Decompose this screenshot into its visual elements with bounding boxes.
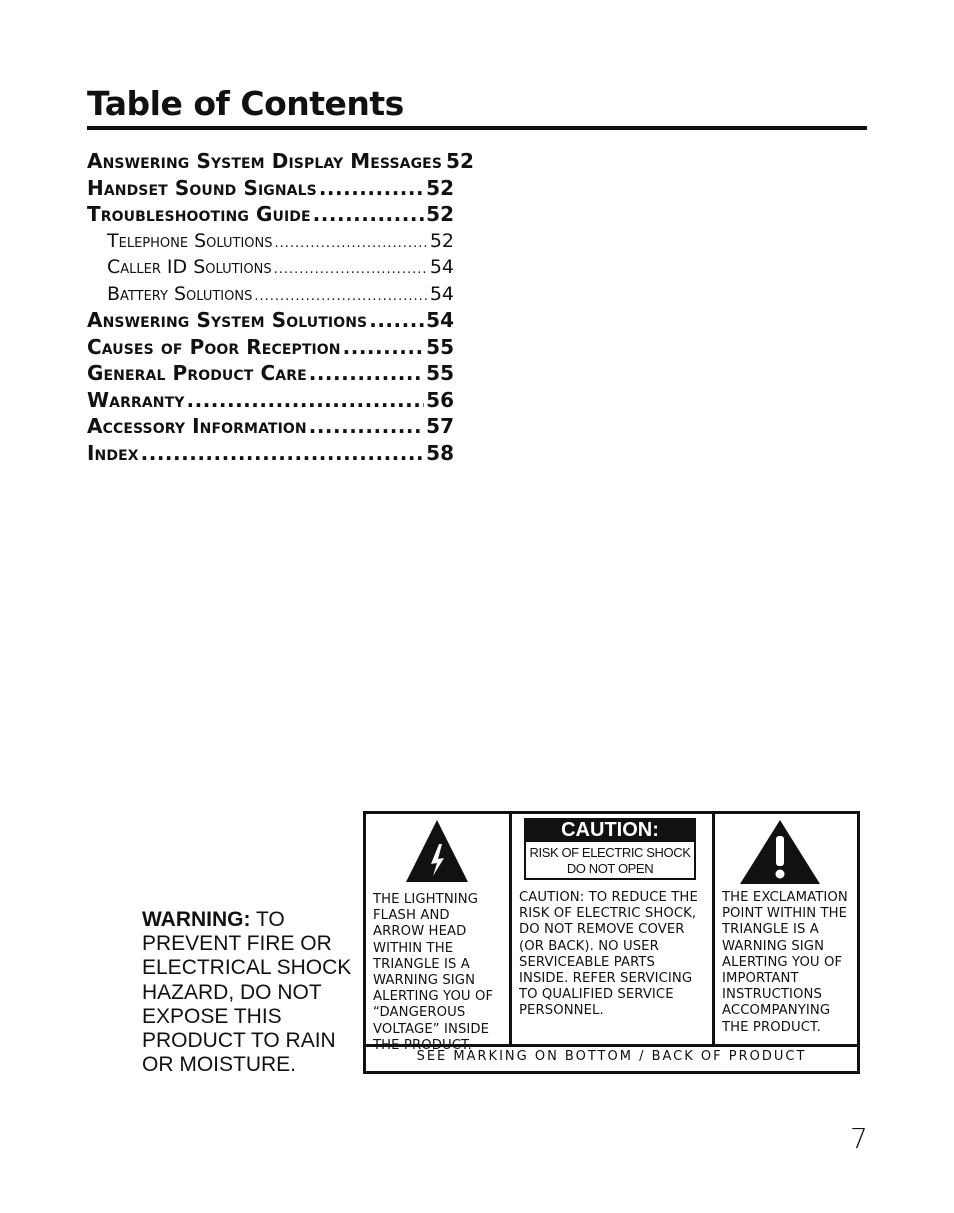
toc-dot-leader <box>369 307 424 334</box>
toc-dot-leader <box>254 281 427 311</box>
toc-entry-label: Troubleshooting Guide <box>87 202 311 226</box>
caution-footer: SEE MARKING ON BOTTOM / BACK OF PRODUCT <box>416 1049 807 1064</box>
toc-entry-label: Accessory Information <box>87 414 307 438</box>
toc-dot-leader <box>309 360 424 387</box>
toc-entry <box>87 387 454 414</box>
page-title: Table of Contents <box>87 84 867 130</box>
toc-entry-page: 58 <box>426 440 454 465</box>
toc-subentry <box>87 254 454 281</box>
toc-dot-leader <box>313 201 424 228</box>
exclamation-column <box>715 814 857 1044</box>
toc-entry-page: 54 <box>426 308 454 332</box>
toc-entry <box>87 175 454 202</box>
caution-heading: CAUTION: <box>524 818 696 842</box>
toc-entry-label: Telephone Solutions <box>107 229 273 252</box>
toc-entry-page: 52 <box>426 175 454 200</box>
warning-label: WARNING: <box>142 908 251 931</box>
table-of-contents <box>87 148 474 466</box>
toc-dot-leader <box>274 254 428 284</box>
exclamation-triangle-icon <box>738 818 822 886</box>
toc-entry <box>87 334 454 361</box>
caution-sub-line1: RISK OF ELECTRIC SHOCK <box>529 845 691 860</box>
toc-entry-label: Answering System Display Messages <box>87 149 443 173</box>
toc-entry-label: General Product Care <box>87 361 307 385</box>
toc-entry <box>87 148 474 175</box>
lightning-column <box>366 814 512 1053</box>
toc-subentry <box>87 281 454 308</box>
toc-dot-leader <box>187 387 425 414</box>
toc-dot-leader <box>319 175 424 202</box>
exclamation-explanation: THE EXCLAMATION POINT WITHIN THE TRIANGLE IS A WARNING SIGN ALERTING YOU OF IMPORTANT INSTRUCTIONS ACCOMPANYING THE PRODUCT. <box>722 890 848 1035</box>
warning-notice <box>142 908 360 1077</box>
toc-entry <box>87 360 454 387</box>
caution-sub-line2: DO NOT OPEN <box>566 860 654 876</box>
page-number: 7 <box>850 1122 868 1155</box>
caution-column <box>512 814 715 1044</box>
caution-explanation: CAUTION: TO REDUCE THE RISK OF ELECTRIC SHOCK, DO NOT REMOVE COVER (OR BACK). NO USER SERVICEABLE PARTS INSIDE. REFER SERVICING TO QUALIFIED SERVICE PERSONNEL. <box>519 890 698 1019</box>
toc-entry-label: Handset Sound Signals <box>87 175 317 200</box>
toc-entry-page: 54 <box>429 282 454 305</box>
toc-entry-page: 52 <box>426 202 454 226</box>
caution-label-box <box>363 811 860 1074</box>
caution-columns <box>366 814 857 1053</box>
toc-dot-leader <box>275 228 428 258</box>
toc-entry-page: 52 <box>446 149 474 173</box>
toc-dot-leader <box>343 334 425 361</box>
toc-entry <box>87 201 454 228</box>
lightning-explanation: THE LIGHTNING FLASH AND ARROW HEAD WITHIN THE TRIANGLE IS A WARNING SIGN ALERTING YOU OF “DANGEROUS VOLTAGE” INSIDE THE PRODUCT. <box>373 892 494 1053</box>
toc-entry-label: Answering System Solutions <box>87 308 368 332</box>
warning-text: TO PREVENT FIRE OR ELECTRICAL SHOCK HAZARD, DO NOT EXPOSE THIS PRODUCT TO RAIN OR MOISTURE. <box>142 908 352 1077</box>
toc-entry-page: 52 <box>429 229 454 252</box>
toc-entry-label: Index <box>87 440 139 465</box>
toc-entry <box>87 440 454 467</box>
toc-entry-page: 56 <box>426 387 454 412</box>
toc-entry-page: 55 <box>426 334 454 359</box>
toc-dot-leader <box>309 413 424 440</box>
toc-entry-page: 57 <box>426 414 454 438</box>
toc-subentry <box>87 228 454 255</box>
toc-entry-page: 54 <box>429 256 454 278</box>
toc-entry-label: Battery Solutions <box>107 282 253 305</box>
toc-entry-label: Warranty <box>87 387 185 412</box>
toc-entry <box>87 307 454 334</box>
toc-entry-label: Caller ID Solutions <box>107 256 272 278</box>
toc-dot-leader <box>141 440 425 467</box>
caution-subheading <box>524 842 696 880</box>
toc-entry <box>87 413 454 440</box>
lightning-triangle-icon <box>404 818 470 884</box>
toc-entry-page: 55 <box>426 361 454 385</box>
toc-entry-label: Causes of Poor Reception <box>87 334 341 359</box>
